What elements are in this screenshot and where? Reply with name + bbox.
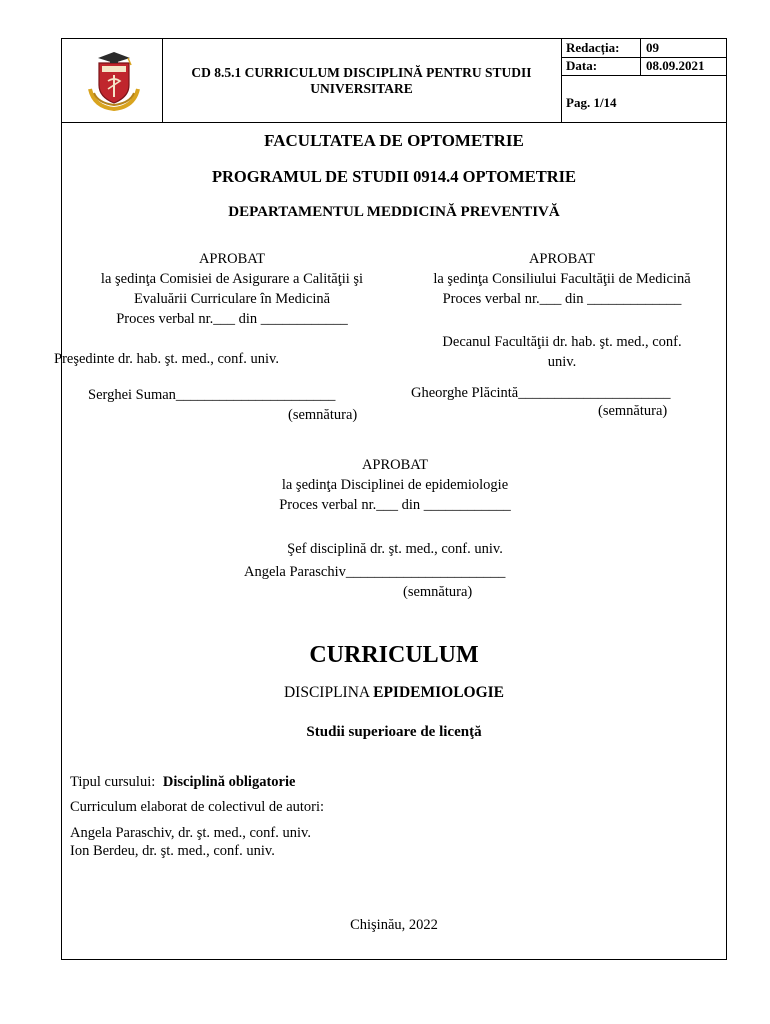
approval-center — [62, 455, 728, 515]
discipline-name: EPIDEMIOLOGIE — [373, 684, 505, 701]
place-year: Chişinău, 2022 — [350, 917, 438, 933]
date-label: Data: — [566, 58, 598, 73]
approval-left-protocol: Proces verbal nr.___ din ____________ — [116, 311, 348, 327]
document-page — [54, 38, 727, 960]
document-header — [62, 39, 726, 123]
discipline-prefix: DISCIPLINA — [283, 684, 370, 701]
approval-left — [62, 249, 402, 329]
revision-value: 09 — [646, 40, 659, 55]
approval-center-role: Şef disciplină dr. şt. med., conf. univ. — [287, 541, 503, 557]
authors-intro: Curriculum elaborat de colectivul de autori: — [70, 799, 325, 815]
approval-right-role1: Decanul Facultăţii dr. hab. şt. med., conf. — [442, 334, 682, 350]
approval-right — [402, 249, 722, 309]
approval-right-role2: univ. — [547, 354, 577, 370]
discipline-line — [62, 683, 726, 703]
approval-right-signature: (semnătura) — [598, 403, 668, 419]
approval-left-signer: Serghei Suman______________________ — [88, 387, 336, 403]
approval-center-signature: (semnătura) — [403, 584, 473, 600]
study-level: Studii superioare de licenţă — [306, 724, 482, 740]
approval-right-title: APROBAT — [528, 251, 596, 267]
authors-list — [70, 824, 311, 860]
program-heading: PROGRAMUL DE STUDII 0914.4 OPTOMETRIE — [211, 167, 577, 186]
approval-left-signature: (semnătura) — [288, 407, 358, 423]
approval-left-title: APROBAT — [198, 251, 266, 267]
revision-info — [562, 39, 726, 122]
approval-left-role: Preşedinte dr. hab. şt. med., conf. univ. — [54, 351, 279, 367]
page-number: Pag. 1/14 — [566, 95, 617, 110]
author-item: Angela Paraschiv, dr. şt. med., conf. univ. — [70, 825, 311, 841]
faculty-heading: FACULTATEA DE OPTOMETRIE — [264, 131, 524, 150]
approval-center-signer: Angela Paraschiv______________________ — [244, 564, 506, 580]
document-code-title: CD 8.5.1 CURRICULUM DISCIPLINĂ PENTRU STUDII UNIVERSITARE — [162, 39, 562, 122]
university-crest-icon — [84, 49, 144, 111]
approval-right-role — [412, 332, 712, 372]
course-type-label: Tipul cursului: — [70, 774, 156, 790]
approval-left-line1: la şedinţa Comisiei de Asigurare a Calităţii şi — [100, 271, 364, 287]
approval-right-line1: la şedinţa Consiliului Facultăţii de Medicină — [433, 271, 691, 287]
revision-label: Redacția: — [566, 40, 620, 55]
logo-cell — [62, 39, 163, 122]
approval-center-title: APROBAT — [361, 457, 429, 473]
approval-right-protocol: Proces verbal nr.___ din _____________ — [442, 291, 682, 307]
approval-center-protocol: Proces verbal nr.___ din ____________ — [279, 497, 511, 513]
author-item: Ion Berdeu, dr. şt. med., conf. univ. — [70, 843, 275, 859]
approval-right-signer: Gheorghe Plăcintă_____________________ — [411, 385, 671, 401]
approval-left-line2: Evaluării Curriculare în Medicină — [133, 291, 331, 307]
department-heading: DEPARTAMENTUL MEDDICINĂ PREVENTIVĂ — [228, 204, 560, 220]
course-type-value: Disciplină obligatorie — [162, 774, 296, 790]
curriculum-title: CURRICULUM — [309, 642, 479, 668]
approval-center-line1: la şedinţa Disciplinei de epidemiologie — [281, 477, 509, 493]
date-value: 08.09.2021 — [646, 58, 705, 73]
course-type — [70, 772, 295, 792]
